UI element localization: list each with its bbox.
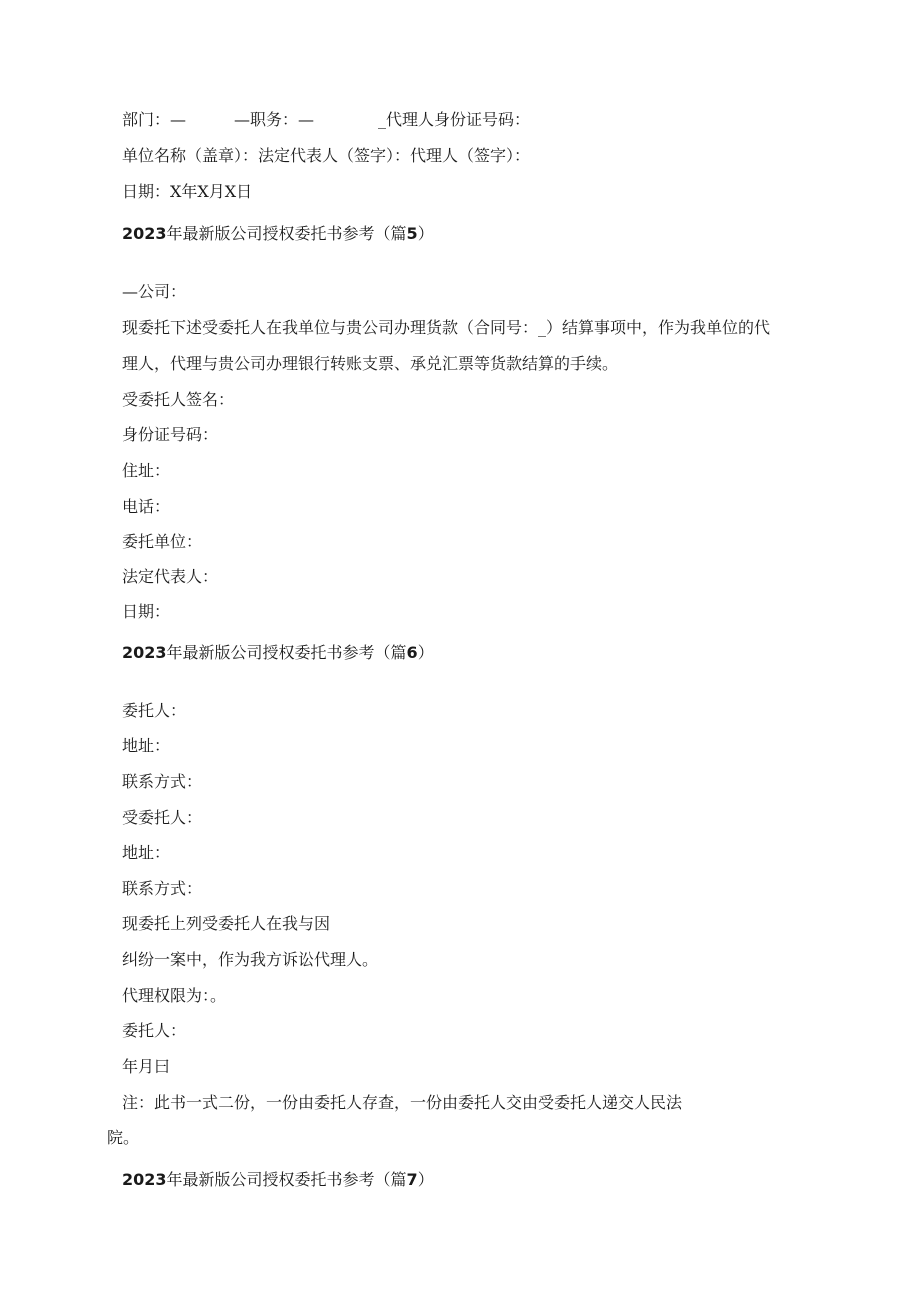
heading-close: ） [417, 1170, 434, 1189]
section-6-line: 受委托人： [122, 808, 203, 827]
heading-number: 6 [406, 643, 418, 662]
heading-year: 2023 [122, 643, 167, 662]
heading-text: 年最新版公司授权委托书参考（篇 [166, 224, 407, 243]
section-6-line: 地址： [122, 736, 171, 755]
signature-line: 单位名称（盖章）：法定代表人（签字）：代理人（签字）： [122, 146, 531, 165]
section-5-heading [122, 224, 434, 244]
field-line: 日期： [122, 602, 171, 621]
section-6-line: 委托人： [122, 701, 187, 720]
note-line-2: 院。 [107, 1128, 140, 1147]
section-6-line: 年月曰 [122, 1057, 171, 1076]
section-6-heading [122, 643, 434, 663]
field-line: 法定代表人： [122, 567, 219, 586]
field-line: 受委托人签名： [122, 390, 235, 409]
heading-year: 2023 [122, 1170, 167, 1189]
heading-close: ） [417, 224, 434, 243]
heading-number: 5 [406, 224, 418, 243]
field-line: 身份证号码： [122, 425, 219, 444]
heading-text: 年最新版公司授权委托书参考（篇 [166, 643, 407, 662]
field-line: 电话： [122, 497, 171, 516]
department-position-line: 部门：— —职务：— _代理人身份证号码： [122, 110, 531, 129]
heading-text: 年最新版公司授权委托书参考（篇 [166, 1170, 407, 1189]
section-6-line: 地址： [122, 843, 171, 862]
section-6-line: 现委托上列受委托人在我与因 [122, 914, 331, 933]
section-6-line: 联系方式： [122, 772, 203, 791]
heading-year: 2023 [122, 224, 167, 243]
field-line: 住址： [122, 461, 171, 480]
date-line: 日期：X年X月X日 [122, 182, 253, 201]
section-6-line: 代理权限为：。 [122, 986, 227, 1005]
section-6-line: 纠纷一案中，作为我方诉讼代理人。 [122, 950, 379, 969]
section-6-line: 联系方式： [122, 879, 203, 898]
addressee-line: —公司： [122, 282, 187, 301]
heading-number: 7 [406, 1170, 418, 1189]
section-7-heading [122, 1170, 434, 1190]
heading-close: ） [417, 643, 434, 662]
note-line-1: 注：此书一式二份，一份由委托人存查，一份由委托人交由受委托人递交人民法 [122, 1093, 683, 1112]
field-line: 委托单位： [122, 532, 203, 551]
body-line-1: 现委托下述受委托人在我单位与贵公司办理货款（合同号：_）结算事项中，作为我单位的代 [122, 318, 771, 337]
body-line-2: 理人，代理与贵公司办理银行转账支票、承兑汇票等货款结算的手续。 [122, 354, 619, 373]
section-6-line: 委托人： [122, 1021, 187, 1040]
